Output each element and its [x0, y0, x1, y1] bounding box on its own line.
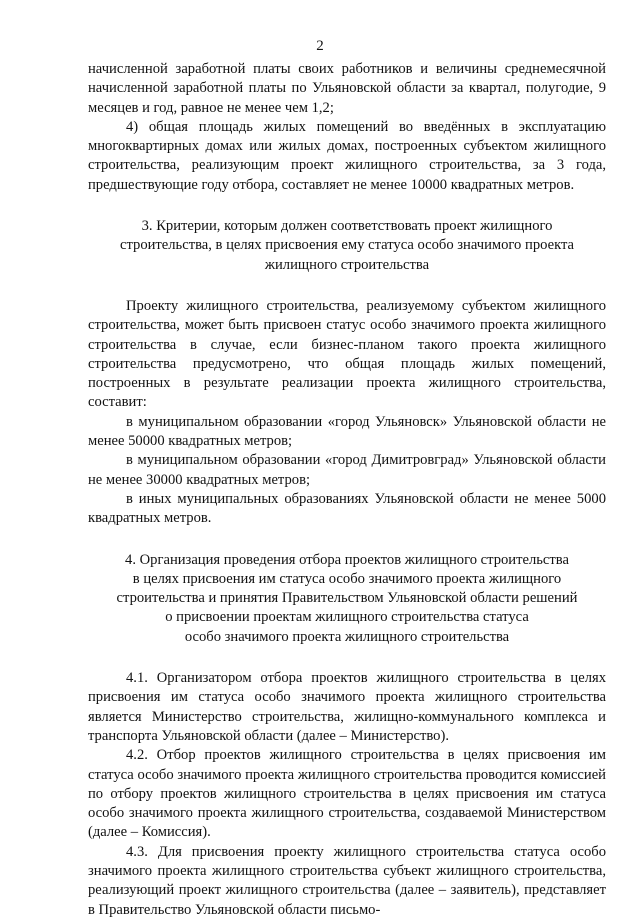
criteria-item-4: 4) общая площадь жилых помещений во введённых в эксплуатацию многоквартирных домах или жилых домах, построенных субъектом жилищного строительства, реализующим проект жилищного строительства, за 3 года, предшествующие году отбора, составляет не менее 10000 квадратных метров. [88, 118, 606, 193]
paragraph-4-1: 4.1. Организатором отбора проектов жилищного строительства в целях присвоения им статуса особо значимого проекта жилищного строительства является Министерство строительства, жилищно-коммунального комплекса и транспорта Ульяновской области (далее – Министерство). [88, 670, 606, 744]
section-3-paragraph-ulyanovsk: в муниципальном образовании «город Ульяновск» Ульяновской области не менее 50000 квадратных метров; [88, 413, 606, 450]
paragraph-4-2: 4.2. Отбор проектов жилищного строительства в целях присвоения им статуса особо значимого проекта жилищного строительства проводится комиссией по отбору проектов жилищного строительства в целях присвоения им статуса особо значимого проекта жилищного строительства, создаваемой Министерством (далее – Комиссия). [88, 747, 606, 841]
section-3-heading-line: жилищного строительства [264, 256, 430, 273]
document-body [88, 60, 606, 920]
section-4-heading-line: 4. Организация проведения отбора проектов жилищного строительства [125, 551, 569, 568]
section-4-heading-line: о присвоении проектам жилищного строительства статуса [165, 609, 529, 626]
section-3-paragraph-1: Проекту жилищного строительства, реализуемому субъектом жилищного строительства, может быть присвоен статус особо значимого проекта жилищного строительства в случае, если бизнес-планом такого проекта жилищного строительства предусмотрено, что общая площадь жилых помещений, построенных в результате реализации проекта жилищного строительства, составит: [88, 297, 606, 411]
continuation-paragraph: начисленной заработной платы своих работников и величины среднемесячной начисленной заработной платы по Ульяновской области за квартал, полугодие, 9 месяцев и год, равное не менее чем 1,2; [88, 61, 606, 116]
section-4-heading-line: особо значимого проекта жилищного строительства [184, 628, 510, 645]
paragraph-4-3: 4.3. Для присвоения проекту жилищного строительства статуса особо значимого проекта жилищного строительства субъект жилищного строительства, реализующий проект жилищного строительства (далее – заявитель), представляет в Правительство Ульяновской области письмо- [88, 843, 606, 918]
section-3-heading-line: 3. Критерии, которым должен соответствовать проект жилищного [141, 218, 553, 235]
section-3-paragraph-dimitrovgrad: в муниципальном образовании «город Димитровград» Ульяновской области не менее 30000 квадратных метров; [88, 452, 606, 488]
section-4-heading-line: строительства и принятия Правительством Ульяновской области решений [116, 590, 578, 607]
section-4-heading-line: в целях присвоения им статуса особо значимого проекта жилищного [132, 570, 562, 587]
section-3-heading [88, 217, 606, 275]
section-3-paragraph-other: в иных муниципальных образованиях Ульяновской области не менее 5000 квадратных метров. [88, 490, 606, 527]
section-4-heading [88, 551, 606, 647]
section-3-heading-line: строительства, в целях присвоения ему статуса особо значимого проекта [119, 237, 574, 254]
page-number: 2 [316, 38, 324, 54]
